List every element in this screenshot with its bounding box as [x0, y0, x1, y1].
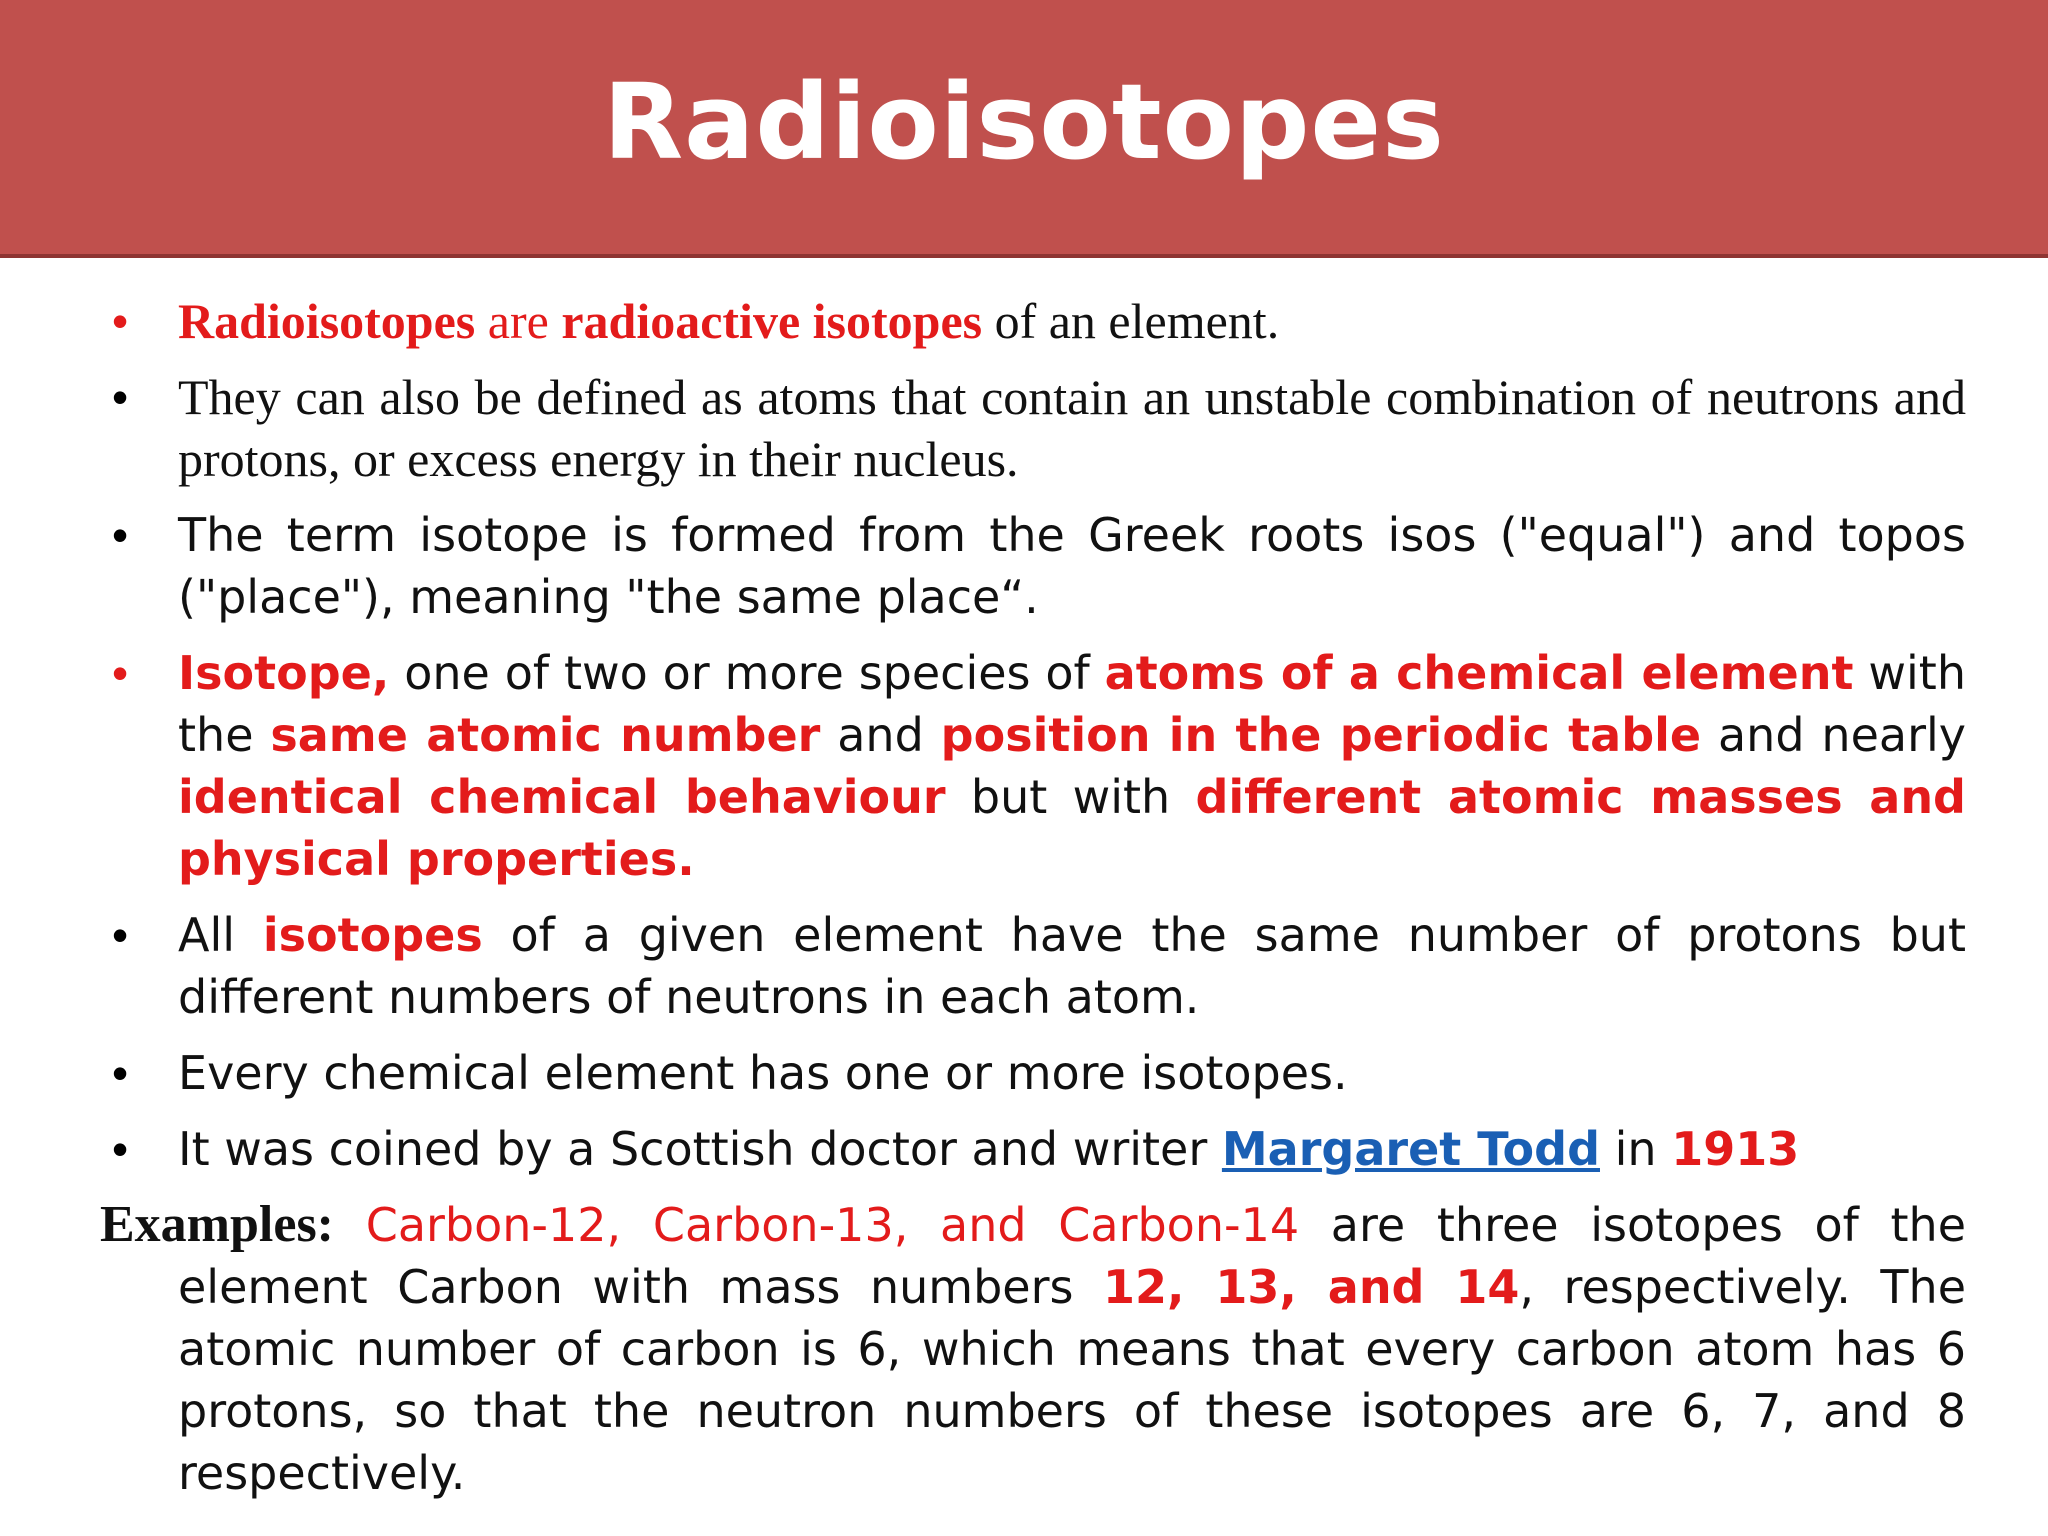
- highlight: different atomic masses and physical properties.: [178, 770, 1966, 886]
- bullet-coined-by: [100, 1118, 1966, 1180]
- examples-label: Examples:: [100, 1196, 334, 1253]
- bullet-dot: •: [111, 371, 129, 423]
- bullet-every-element: [100, 1042, 1966, 1104]
- bullet-radioisotopes-definition: [100, 290, 1966, 352]
- term-radioisotopes: Radioisotopes: [178, 293, 476, 349]
- bullet-dot: •: [111, 1047, 129, 1099]
- bullet-dot: •: [111, 1123, 129, 1175]
- slide-title: Radioisotopes: [603, 61, 1445, 183]
- bullet-protons-neutrons: [100, 904, 1966, 1028]
- text: and nearly: [1701, 708, 1966, 762]
- term-isotopes: isotopes: [262, 908, 483, 962]
- highlight: atoms of a chemical element: [1104, 646, 1854, 700]
- text: The term isotope is formed from the Greek roots isos ("equal") and topos ("place"), meaning "the same place“.: [178, 508, 1966, 624]
- text: with the: [178, 646, 1966, 762]
- margaret-todd-link[interactable]: Margaret Todd: [1221, 1122, 1600, 1176]
- bullet-dot: •: [111, 295, 129, 347]
- highlight: position in the periodic table: [940, 708, 1702, 762]
- title-banner: [0, 0, 2048, 258]
- bullet-greek-roots: [100, 504, 1966, 628]
- text: Every chemical element has one or more isotopes.: [178, 1046, 1348, 1100]
- text: [334, 1198, 366, 1252]
- term-radioactive-isotopes: radioactive isotopes: [561, 293, 983, 349]
- highlight: identical chemical behaviour: [178, 770, 946, 824]
- bullet-isotope-definition: [100, 642, 1966, 890]
- bullet-dot: •: [111, 909, 129, 961]
- mass-numbers: 12, 13, and 14: [1102, 1260, 1520, 1314]
- year-1913: 1913: [1671, 1122, 1800, 1176]
- bullet-dot: •: [111, 509, 129, 561]
- text: , respectively. The atomic number of carbon is 6, which means that every carbon atom has 6 protons, so that the neutron numbers of these isotopes are 6, 7, and 8 respectively.: [178, 1260, 1966, 1500]
- text: It was coined by a Scottish doctor and writer: [178, 1122, 1222, 1176]
- text: are three isotopes of the element Carbon with mass numbers: [178, 1198, 1967, 1314]
- text: but with: [945, 770, 1196, 824]
- term-isotope: Isotope,: [178, 646, 390, 700]
- text: are: [475, 293, 562, 349]
- text: All: [178, 908, 263, 962]
- text: of a given element have the same number of protons but different numbers of neutrons in each atom.: [178, 908, 1966, 1024]
- slide-content: [100, 290, 1966, 1504]
- text: in: [1600, 1122, 1672, 1176]
- text: one of two or more species of: [389, 646, 1105, 700]
- text: and: [820, 708, 941, 762]
- bullet-unstable-atoms: [100, 366, 1966, 490]
- text: They can also be defined as atoms that contain an unstable combination of neutrons and protons, or excess energy in their nucleus.: [178, 369, 1966, 487]
- bullet-dot: •: [111, 647, 129, 699]
- text: of an element.: [982, 293, 1280, 349]
- carbon-isotopes: Carbon-12, Carbon-13, and Carbon-14: [365, 1198, 1300, 1252]
- examples-paragraph: [100, 1194, 1966, 1504]
- highlight: same atomic number: [270, 708, 821, 762]
